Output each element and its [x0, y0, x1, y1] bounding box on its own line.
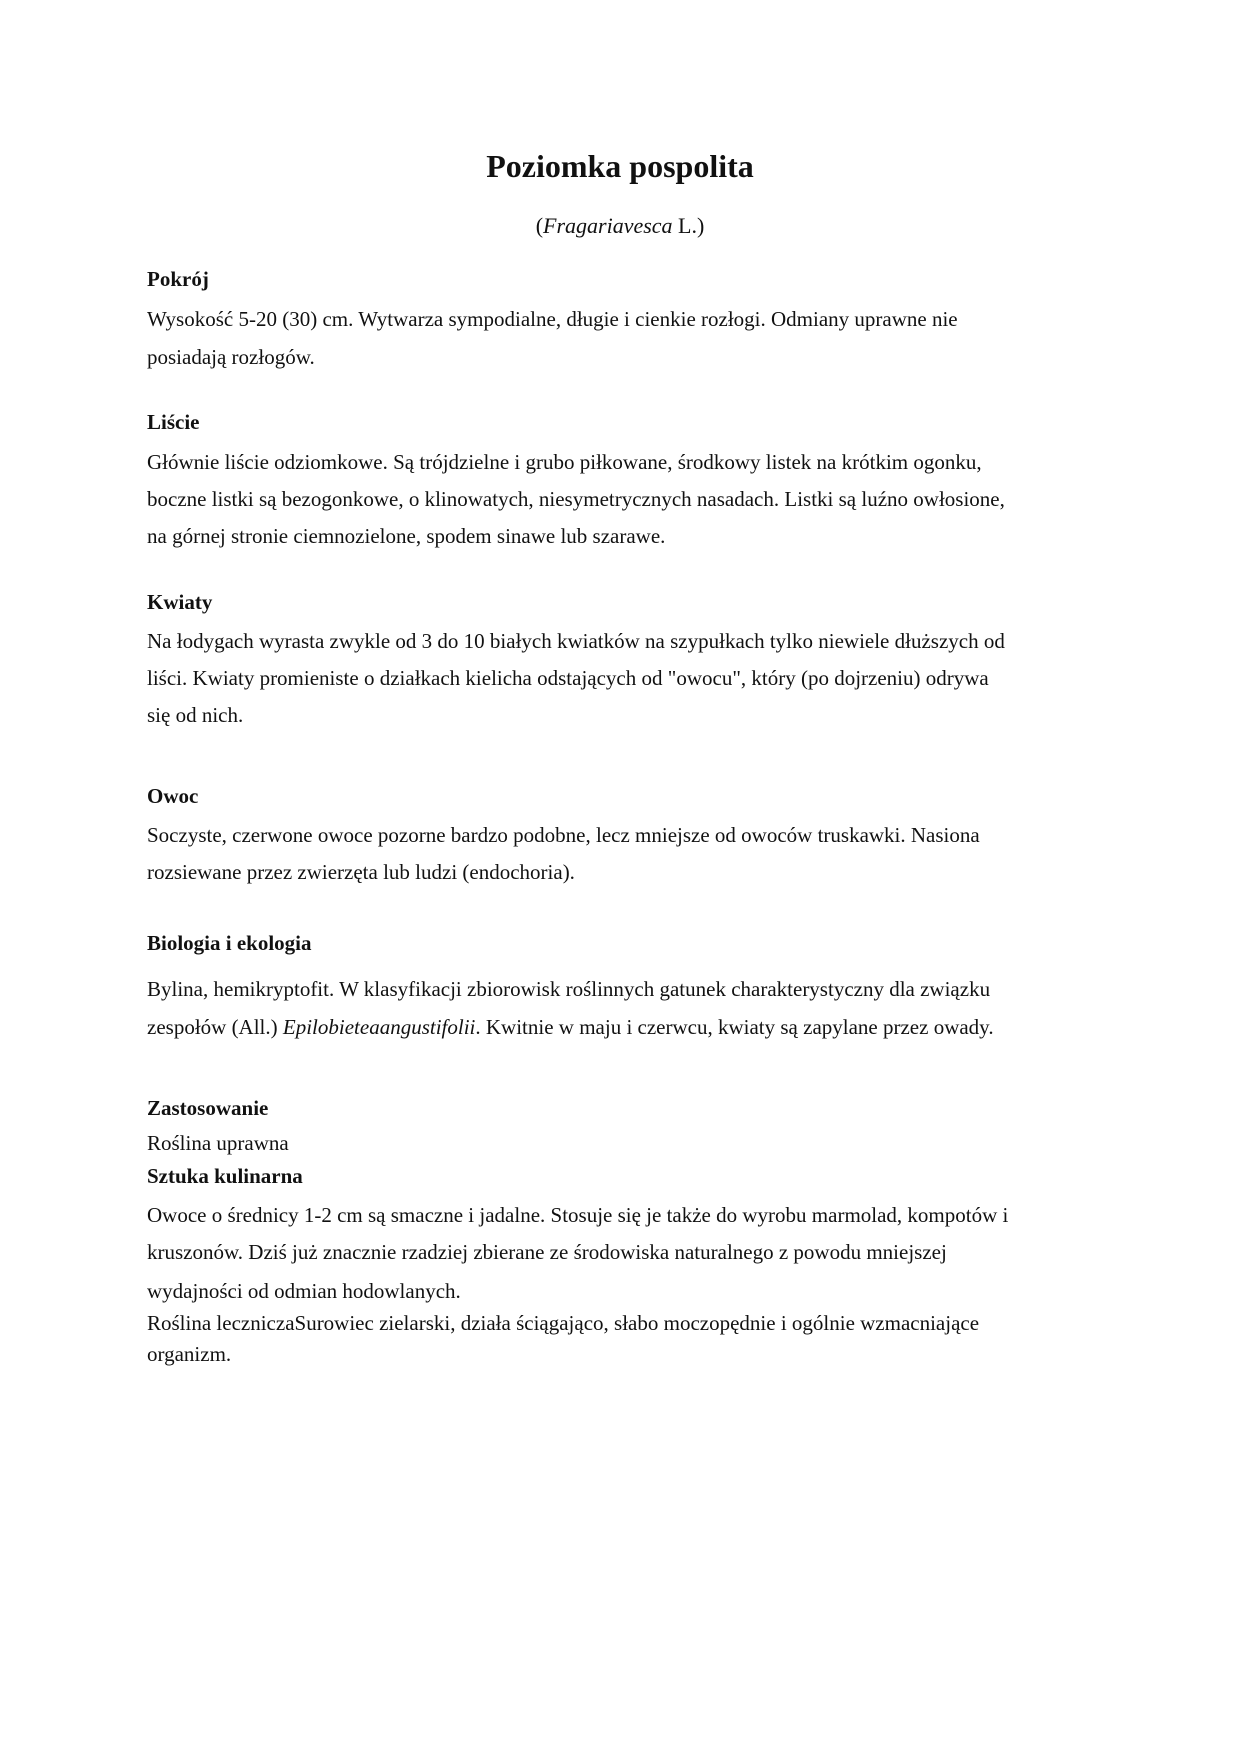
zastosowanie-line-5: organizm. [147, 1342, 232, 1366]
liscie-line-3: na górnej stronie ciemnozielone, spodem sinawe lub szarawe. [147, 524, 666, 548]
zastosowanie-line-4: Roślina leczniczaSurowiec zielarski, działa ściągająco, słabo moczopędnie i ogólnie wzmacniające [147, 1311, 980, 1335]
latin-name-author: L.) [672, 213, 705, 238]
latin-name-italic: Fragariavesca [543, 213, 673, 238]
document-title: Poziomka pospolita [486, 148, 754, 184]
section-heading-pokroj: Pokrój [147, 267, 209, 291]
biologia-line-2-end: . Kwitnie w maju i czerwcu, kwiaty są zapylane przez owady. [475, 1015, 994, 1039]
liscie-line-2: boczne listki są bezogonkowe, o klinowatych, niesymetrycznych nasadach. Listki są luźno owłosione, [147, 487, 1005, 511]
owoc-line-2: rozsiewane przez zwierzęta lub ludzi (endochoria). [147, 860, 575, 884]
zastosowanie-subheading-uprawna: Roślina uprawna [147, 1131, 289, 1155]
pokroj-line-2: posiadają rozłogów. [147, 345, 315, 369]
pokroj-line-1: Wysokość 5-20 (30) cm. Wytwarza sympodialne, długie i cienkie rozłogi. Odmiany uprawne nie [147, 307, 958, 331]
biologia-line-2 [147, 1012, 994, 1042]
zastosowanie-subheading-kulinarna: Sztuka kulinarna [147, 1164, 303, 1188]
section-heading-zastosowanie: Zastosowanie [147, 1096, 269, 1120]
zastosowanie-line-1: Owoce o średnicy 1-2 cm są smaczne i jadalne. Stosuje się je także do wyrobu marmolad, kompotów i [147, 1203, 1009, 1227]
section-heading-biologia: Biologia i ekologia [147, 931, 312, 955]
zastosowanie-line-2: kruszonów. Dziś już znacznie rzadziej zbierane ze środowiska naturalnego z powodu mniejszej [147, 1240, 947, 1264]
latin-name-open-paren: ( [535, 213, 544, 238]
kwiaty-line-1: Na łodygach wyrasta zwykle od 3 do 10 białych kwiatków na szypułkach tylko niewiele dłuższych od [147, 629, 1005, 653]
kwiaty-line-3: się od nich. [147, 703, 244, 727]
biologia-line-1: Bylina, hemikryptofit. W klasyfikacji zbiorowisk roślinnych gatunek charakterystyczny dla związku [147, 977, 991, 1001]
latin-alliance-name: Epilobieteaangustifolii [282, 1015, 476, 1039]
latin-name [0, 211, 1240, 241]
liscie-line-1: Głównie liście odziomkowe. Są trójdzielne i grubo piłkowane, środkowy listek na krótkim ogonku, [147, 450, 982, 474]
biologia-line-2-start: zespołów (All.) [147, 1015, 283, 1039]
owoc-line-1: Soczyste, czerwone owoce pozorne bardzo podobne, lecz mniejsze od owoców truskawki. Nasiona [147, 823, 980, 847]
section-heading-kwiaty: Kwiaty [147, 590, 213, 614]
zastosowanie-line-3: wydajności od odmian hodowlanych. [147, 1279, 461, 1303]
section-heading-owoc: Owoc [147, 784, 199, 808]
kwiaty-line-2: liści. Kwiaty promieniste o działkach kielicha odstających od "owocu", który (po dojrzeniu) odrywa [147, 666, 989, 690]
section-heading-liscie: Liście [147, 410, 200, 434]
